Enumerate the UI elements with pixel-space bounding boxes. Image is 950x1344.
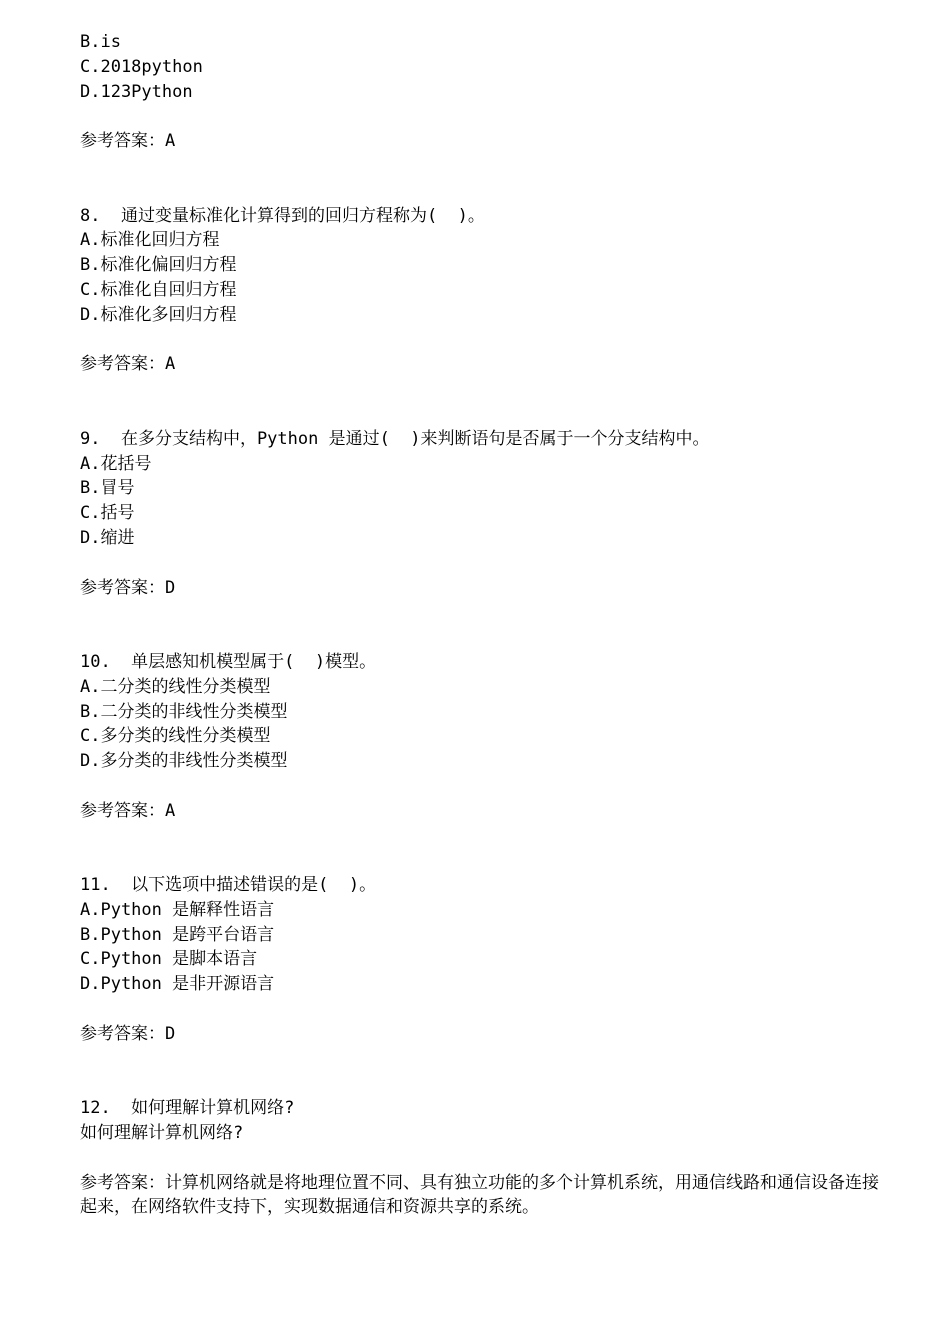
question-stem: 11. 以下选项中描述错误的是( )。: [80, 875, 377, 896]
question-12: [80, 1096, 880, 1220]
question-fragment: [80, 30, 880, 154]
option-a: A.Python 是解释性语言: [80, 899, 275, 920]
option-a: A.花括号: [80, 453, 152, 474]
option-d: D.Python 是非开源语言: [80, 974, 275, 995]
answer-paragraph: 参考答案：计算机网络就是将地理位置不同、具有独立功能的多个计算机系统，用通信线路和通信设备连接起来，在网络软件支持下，实现数据通信和资源共享的系统。: [80, 1172, 879, 1218]
option-a: A.二分类的线性分类模型: [80, 676, 271, 697]
question-stem: 9. 在多分支结构中，Python 是通过( )来判断语句是否属于一个分支结构中。: [80, 428, 710, 449]
question-subtext: 如何理解计算机网络?: [80, 1123, 244, 1144]
answer-line: 参考答案：A: [80, 354, 176, 375]
question-stem: 12. 如何理解计算机网络?: [80, 1098, 295, 1119]
option-b: B.标准化偏回归方程: [80, 255, 237, 276]
answer-line: 参考答案：A: [80, 800, 176, 821]
answer-line: 参考答案：D: [80, 577, 176, 598]
question-9: [80, 427, 880, 601]
question-8: [80, 204, 880, 378]
question-10: [80, 650, 880, 824]
option-d: D.标准化多回归方程: [80, 304, 237, 325]
option-b: B.二分类的非线性分类模型: [80, 701, 288, 722]
option-c: C.Python 是脚本语言: [80, 949, 258, 970]
option-a: A.标准化回归方程: [80, 230, 220, 251]
answer-line: 参考答案：D: [80, 1023, 176, 1044]
option-d: D.多分类的非线性分类模型: [80, 751, 288, 772]
option-b: B.冒号: [80, 478, 135, 499]
option-c: C.括号: [80, 503, 135, 524]
option-b: B.is: [80, 32, 121, 52]
answer-line: 参考答案：A: [80, 131, 176, 152]
option-c: C.多分类的线性分类模型: [80, 726, 271, 747]
option-c: C.标准化自回归方程: [80, 279, 237, 300]
option-b: B.Python 是跨平台语言: [80, 924, 275, 945]
option-c: C.2018python: [80, 56, 203, 77]
option-d: D.123Python: [80, 81, 193, 102]
option-d: D.缩进: [80, 527, 135, 548]
question-11: [80, 873, 880, 1047]
question-stem: 8. 通过变量标准化计算得到的回归方程称为( )。: [80, 205, 485, 226]
document-page: [80, 30, 880, 1220]
question-stem: 10. 单层感知机模型属于( )模型。: [80, 651, 377, 672]
